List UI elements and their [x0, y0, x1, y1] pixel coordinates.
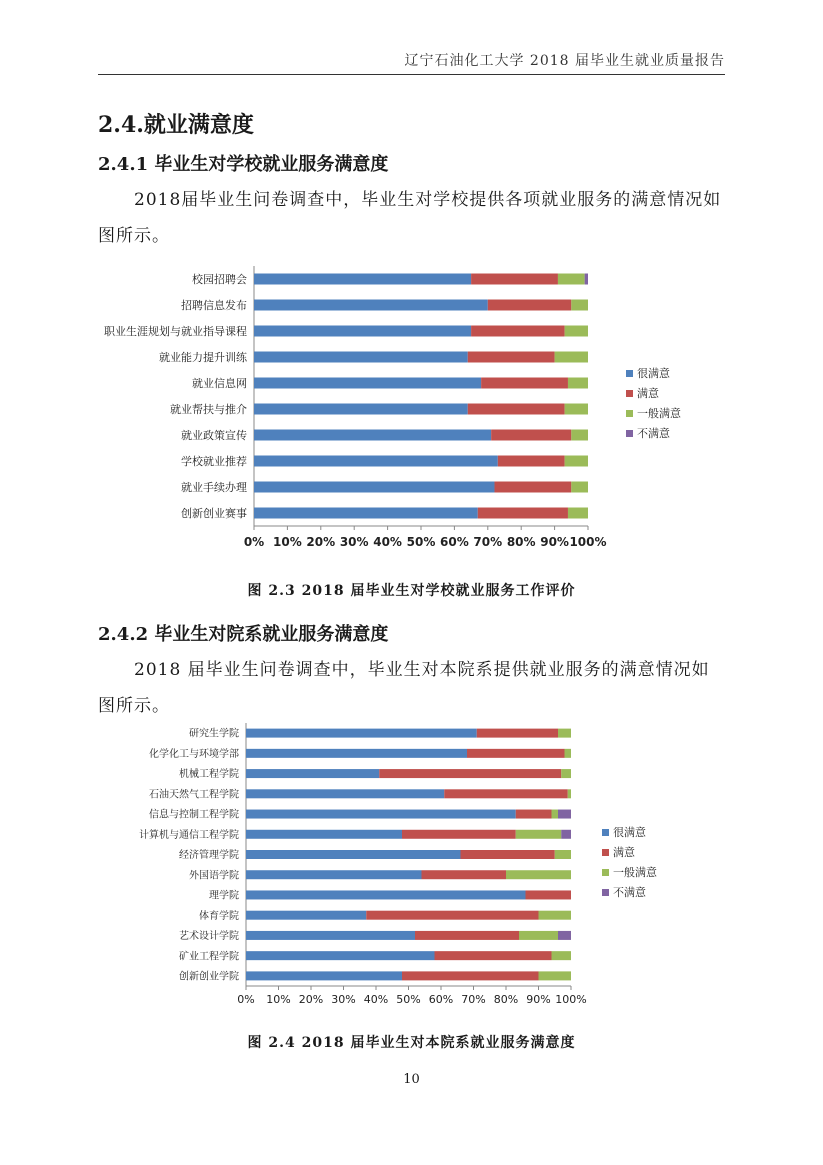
- bar-segment: [571, 430, 588, 441]
- category-label: 矿业工程学院: [179, 951, 239, 963]
- category-label: 研究生学院: [189, 728, 239, 740]
- legend-label: 很满意: [613, 826, 646, 839]
- bar-segment: [254, 482, 494, 493]
- bar-segment: [468, 352, 555, 363]
- bar-segment: [246, 810, 516, 819]
- legend-swatch: [602, 829, 609, 836]
- bar-segment: [254, 404, 468, 415]
- bar-segment: [246, 890, 526, 899]
- category-label: 艺术设计学院: [179, 931, 239, 943]
- bar-segment: [254, 274, 471, 285]
- category-label: 就业能力提升训练: [159, 350, 247, 364]
- legend-swatch: [626, 430, 633, 437]
- bar-segment: [555, 850, 571, 859]
- bar-segment: [379, 769, 561, 778]
- category-label: 计算机与通信工程学院: [139, 829, 239, 841]
- bar-segment: [246, 729, 477, 738]
- subsection-2-paragraph: 2018 届毕业生问卷调查中，毕业生对本院系提供就业服务的满意情况如图所示。: [98, 660, 710, 716]
- x-tick-label: 60%: [440, 535, 469, 549]
- x-tick-label: 20%: [298, 993, 324, 1006]
- x-tick-label: 70%: [473, 535, 503, 549]
- bar-segment: [415, 931, 519, 940]
- bar-segment: [246, 850, 461, 859]
- x-tick-label: 10%: [266, 993, 291, 1006]
- x-tick-label: 0%: [237, 993, 255, 1006]
- bar-segment: [246, 769, 379, 778]
- category-label: 信息与控制工程学院: [149, 809, 239, 821]
- bar-segment: [539, 911, 572, 920]
- bar-segment: [435, 951, 552, 960]
- category-label: 体育学院: [199, 910, 239, 922]
- bar-segment: [498, 456, 565, 467]
- category-label: 机械工程学院: [179, 769, 239, 781]
- bar-segment: [366, 911, 538, 920]
- x-tick-label: 30%: [331, 993, 356, 1006]
- x-tick-label: 70%: [461, 993, 486, 1006]
- bar-segment: [402, 971, 539, 980]
- category-label: 外国语学院: [189, 870, 239, 882]
- bar-segment: [461, 850, 555, 859]
- bar-segment: [565, 456, 588, 467]
- x-tick-label: 80%: [493, 993, 519, 1006]
- bar-segment: [558, 729, 571, 738]
- bar-segment: [471, 326, 565, 337]
- legend-label: 不满意: [637, 427, 670, 440]
- bar-segment: [565, 404, 588, 415]
- bar-segment: [561, 769, 571, 778]
- legend-label: 满意: [613, 846, 635, 859]
- bar-segment: [519, 931, 558, 940]
- category-label: 就业手续办理: [181, 480, 247, 494]
- x-tick-label: 50%: [396, 993, 421, 1006]
- bar-segment: [561, 830, 571, 839]
- bar-segment: [254, 456, 498, 467]
- x-tick-label: 90%: [526, 993, 551, 1006]
- bar-segment: [246, 830, 402, 839]
- x-tick-label: 80%: [506, 535, 536, 549]
- legend-swatch: [626, 390, 633, 397]
- bar-segment: [558, 274, 585, 285]
- category-label: 创新创业学院: [179, 971, 239, 983]
- bar-segment: [471, 274, 558, 285]
- bar-segment: [558, 810, 571, 819]
- chart-department-services: [0, 720, 823, 1016]
- category-label: 石油天然气工程学院: [149, 789, 239, 801]
- x-tick-label: 10%: [273, 535, 302, 549]
- bar-segment: [565, 749, 572, 758]
- category-label: 招聘信息发布: [181, 298, 247, 312]
- bar-segment: [246, 870, 422, 879]
- bar-segment: [254, 378, 481, 389]
- bar-segment: [422, 870, 507, 879]
- bar-segment: [246, 911, 366, 920]
- category-label: 学校就业推荐: [181, 454, 247, 468]
- bar-segment: [246, 971, 402, 980]
- legend-label: 一般满意: [613, 866, 657, 879]
- x-tick-label: 90%: [540, 535, 569, 549]
- legend-swatch: [626, 410, 633, 417]
- category-label: 就业政策宣传: [181, 428, 247, 442]
- bar-segment: [468, 404, 565, 415]
- subsection-1-paragraph: 2018届毕业生问卷调查中，毕业生对学校提供各项就业服务的满意情况如图所示。: [98, 190, 722, 246]
- bar-segment: [565, 326, 588, 337]
- bar-segment: [555, 352, 588, 363]
- bar-segment: [585, 274, 588, 285]
- bar-segment: [506, 870, 571, 879]
- subsection-2-title: 2.4.2 毕业生对院系就业服务满意度: [98, 624, 389, 645]
- bar-segment: [488, 300, 572, 311]
- bar-segment: [552, 810, 559, 819]
- category-label: 理学院: [209, 890, 239, 902]
- legend-label: 满意: [637, 387, 659, 400]
- figure-2-3-caption: 图 2.3 2018 届毕业生对学校就业服务工作评价: [247, 583, 576, 599]
- bar-segment: [246, 951, 435, 960]
- bar-segment: [516, 830, 562, 839]
- bar-segment: [246, 789, 444, 798]
- x-tick-label: 60%: [428, 993, 454, 1006]
- bar-segment: [444, 789, 568, 798]
- category-label: 经济管理学院: [179, 850, 239, 862]
- bar-segment: [558, 931, 571, 940]
- legend-label: 很满意: [637, 367, 670, 380]
- page-number: 10: [403, 1072, 420, 1087]
- category-label: 就业帮扶与推介: [170, 402, 247, 416]
- bar-segment: [481, 378, 568, 389]
- x-tick-label: 50%: [406, 535, 436, 549]
- x-tick-label: 40%: [363, 993, 389, 1006]
- bar-segment: [478, 508, 568, 519]
- category-label: 职业生涯规划与就业指导课程: [104, 324, 247, 338]
- bar-segment: [254, 430, 491, 441]
- category-label: 化学化工与环境学部: [149, 748, 239, 760]
- category-label: 创新创业赛事: [181, 506, 247, 520]
- bar-segment: [246, 931, 415, 940]
- report-header: 辽宁石油化工大学 2018 届毕业生就业质量报告: [404, 53, 725, 69]
- subsection-1-title: 2.4.1 毕业生对学校就业服务满意度: [98, 154, 389, 175]
- legend-swatch: [602, 889, 609, 896]
- legend-label: 不满意: [613, 886, 646, 899]
- bar-segment: [539, 971, 572, 980]
- bar-segment: [254, 300, 488, 311]
- legend-label: 一般满意: [637, 407, 681, 420]
- category-label: 就业信息网: [192, 376, 247, 390]
- bar-segment: [246, 749, 467, 758]
- bar-segment: [402, 830, 516, 839]
- bar-segment: [568, 789, 571, 798]
- x-tick-label: 20%: [306, 535, 336, 549]
- bar-segment: [494, 482, 571, 493]
- figure-2-4-caption: 图 2.4 2018 届毕业生对本院系就业服务满意度: [247, 1035, 576, 1051]
- legend-swatch: [626, 370, 633, 377]
- chart-school-services: [0, 262, 823, 562]
- legend-swatch: [602, 869, 609, 876]
- bar-segment: [516, 810, 552, 819]
- x-tick-label: 30%: [339, 535, 369, 549]
- bar-segment: [526, 890, 572, 899]
- bar-segment: [254, 326, 471, 337]
- bar-segment: [477, 729, 558, 738]
- bar-segment: [467, 749, 565, 758]
- x-tick-label: 40%: [373, 535, 402, 549]
- bar-segment: [254, 352, 468, 363]
- bar-segment: [552, 951, 572, 960]
- bar-segment: [491, 430, 571, 441]
- bar-segment: [254, 508, 478, 519]
- x-tick-label: 100%: [569, 535, 607, 549]
- header-rule: [98, 74, 725, 75]
- x-tick-label: 0%: [243, 535, 265, 549]
- bar-segment: [571, 482, 588, 493]
- category-label: 校园招聘会: [192, 272, 247, 286]
- section-title: 2.4.就业满意度: [98, 112, 254, 138]
- bar-segment: [571, 300, 588, 311]
- bar-segment: [568, 508, 588, 519]
- x-tick-label: 100%: [555, 993, 587, 1006]
- bar-segment: [568, 378, 588, 389]
- legend-swatch: [602, 849, 609, 856]
